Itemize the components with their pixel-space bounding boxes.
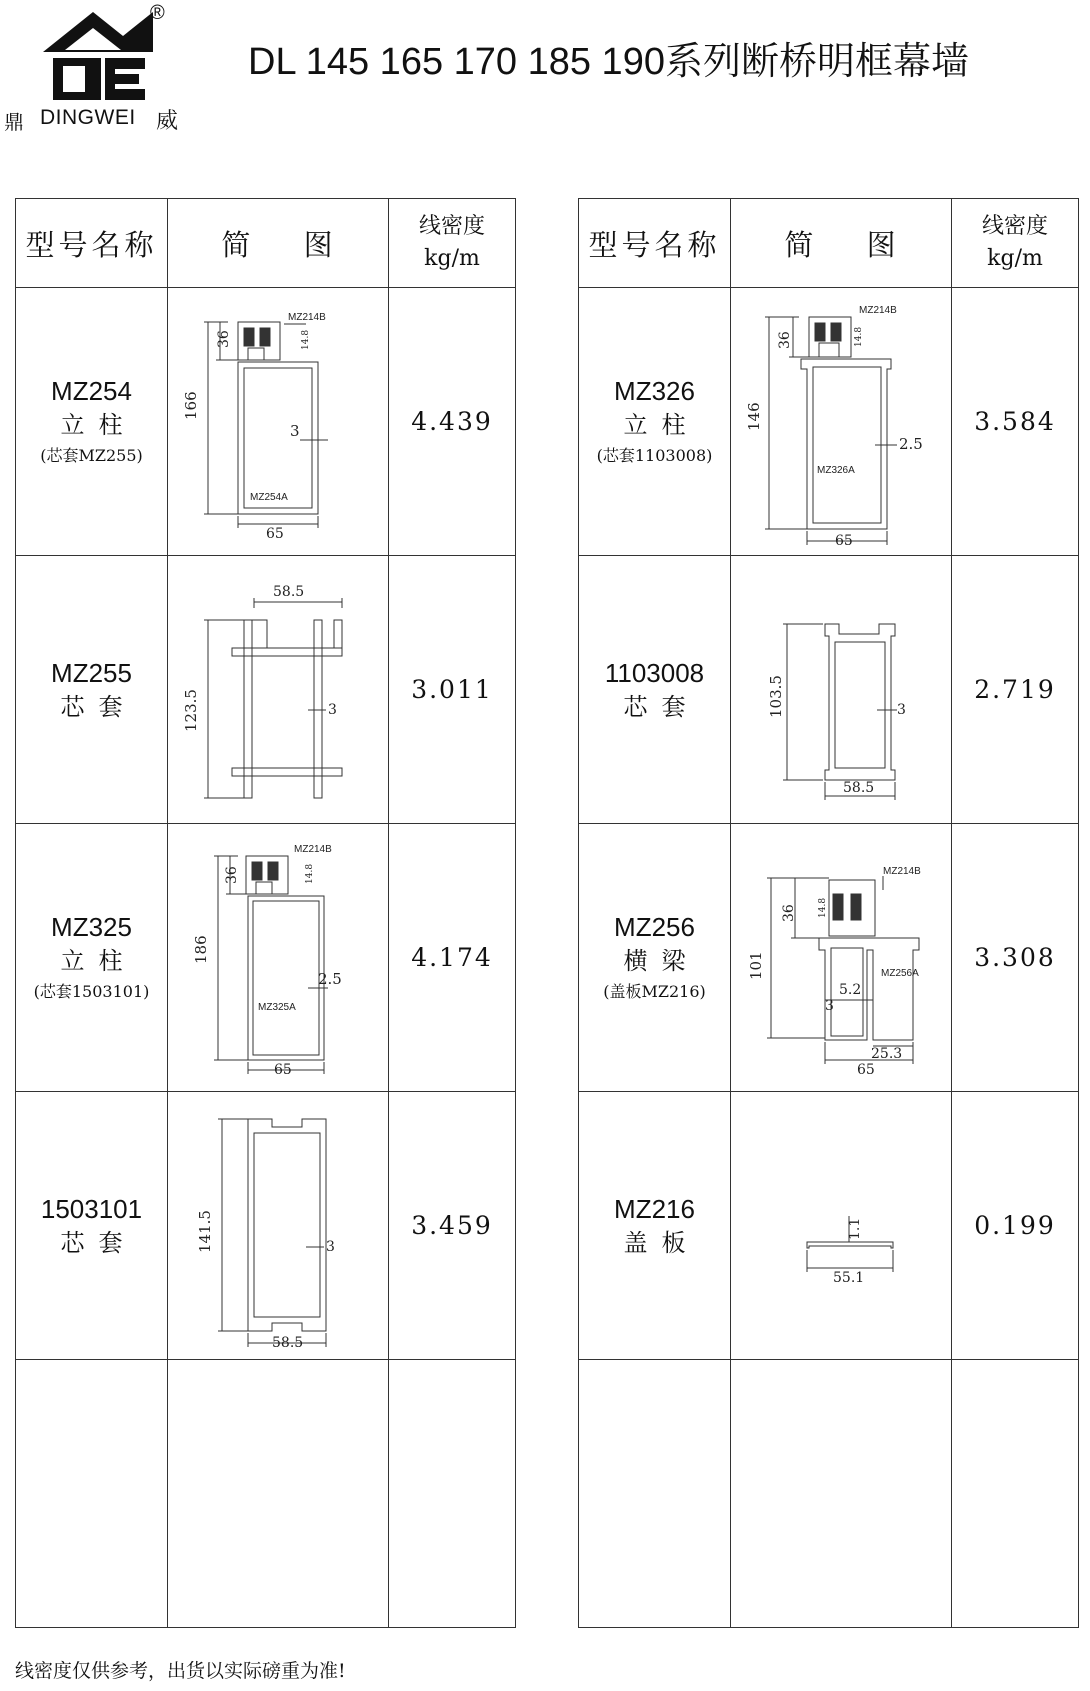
table-row xyxy=(579,288,1079,556)
part-label-main: MZ256A xyxy=(881,967,919,979)
density-header-unit: kg/m xyxy=(987,246,1043,271)
table-row xyxy=(16,824,516,1092)
figure-cell xyxy=(731,824,952,1092)
name-cell xyxy=(16,1092,168,1360)
empty-cell xyxy=(16,1360,168,1628)
name-cell xyxy=(16,288,168,556)
profile-note: (盖板MZ216) xyxy=(603,981,706,1001)
profile-drawing xyxy=(178,570,378,810)
profile-code: MZ255 xyxy=(51,657,132,688)
density-cell: 4.174 xyxy=(389,824,516,1092)
profile-code: MZ326 xyxy=(614,375,695,406)
dim-gap: 14.8 xyxy=(854,326,864,347)
table-row xyxy=(579,556,1079,824)
name-cell xyxy=(579,556,731,824)
dim-height: 146 xyxy=(745,401,763,431)
dim-width: 55.1 xyxy=(833,1269,865,1286)
figure-cell xyxy=(731,556,952,824)
dim-width: 58.5 xyxy=(273,583,305,600)
profile-table-left xyxy=(15,198,516,1628)
dim-width: 65 xyxy=(266,525,284,542)
part-label-top: MZ214B xyxy=(294,843,332,855)
dim-height: 103.5 xyxy=(767,674,785,718)
dim-d2: 3 xyxy=(825,997,834,1014)
density-cell: 3.459 xyxy=(389,1092,516,1360)
brand-name: DINGWEI xyxy=(40,106,136,129)
density-cell: 3.584 xyxy=(952,288,1079,556)
profile-type: 芯套 xyxy=(623,692,700,721)
empty-cell xyxy=(952,1360,1079,1628)
name-cell xyxy=(579,288,731,556)
figure-cell xyxy=(168,1092,389,1360)
dim-wall: 2.5 xyxy=(899,434,923,453)
page-title: DL 145 165 170 185 190系列断桥明框幕墙 xyxy=(248,41,969,83)
dim-width: 65 xyxy=(835,532,853,547)
dim-gap: 14.8 xyxy=(818,897,828,918)
profile-drawing xyxy=(178,302,378,542)
dim-wall: 2.5 xyxy=(318,969,342,988)
part-label-top: MZ214B xyxy=(883,865,921,877)
profile-type: 立柱 xyxy=(623,410,700,439)
dim-height: 101 xyxy=(747,950,765,980)
brand-char-right: 威 xyxy=(156,109,179,134)
table-row xyxy=(579,824,1079,1092)
profile-code: 1503101 xyxy=(40,1193,143,1224)
table-row xyxy=(579,1092,1079,1360)
figure-cell xyxy=(731,288,952,556)
profile-code: MZ254 xyxy=(51,375,132,406)
density-cell: 4.439 xyxy=(389,288,516,556)
part-label-main: MZ326A xyxy=(817,464,855,476)
part-label-top: MZ214B xyxy=(288,311,326,323)
profile-note: (芯套MZ255) xyxy=(40,445,143,465)
empty-cell xyxy=(579,1360,731,1628)
table-header-row xyxy=(16,199,516,288)
empty-row xyxy=(16,1360,516,1628)
profile-code: MZ325 xyxy=(51,911,132,942)
dim-top: 36 xyxy=(224,865,240,884)
empty-cell xyxy=(389,1360,516,1628)
profile-drawing xyxy=(178,838,378,1078)
density-cell: 3.011 xyxy=(389,556,516,824)
profile-code: MZ256 xyxy=(614,911,695,942)
profile-drawing xyxy=(741,838,941,1078)
profile-type: 芯套 xyxy=(60,1228,137,1257)
profile-type: 立柱 xyxy=(60,946,137,975)
col-header-name: 型号名称 xyxy=(579,199,731,288)
dim-wall: 3 xyxy=(328,701,337,718)
page-header xyxy=(0,0,1090,150)
table-row xyxy=(16,1092,516,1360)
density-header-unit: kg/m xyxy=(424,246,480,271)
col-header-figure: 简 图 xyxy=(731,199,952,288)
table-header-row xyxy=(579,199,1079,288)
profile-drawing xyxy=(741,570,941,810)
profile-code: MZ216 xyxy=(614,1193,695,1224)
footnote: 线密度仅供参考，出货以实际磅重为准! xyxy=(15,1660,346,1682)
figure-cell xyxy=(731,1092,952,1360)
col-header-density xyxy=(952,199,1079,288)
col-header-name: 型号名称 xyxy=(16,199,168,288)
profile-note: (芯套1103008) xyxy=(596,445,713,465)
profile-drawing xyxy=(178,1101,378,1351)
dim-height: 141.5 xyxy=(196,1209,214,1253)
profile-type: 盖板 xyxy=(623,1228,700,1257)
density-cell: 0.199 xyxy=(952,1092,1079,1360)
table-row xyxy=(16,556,516,824)
dim-d1: 5.2 xyxy=(839,981,862,998)
density-header-label: 线密度 xyxy=(981,214,1048,239)
dim-height: 186 xyxy=(192,934,210,964)
dim-width: 58.5 xyxy=(843,779,875,796)
profile-note: (芯套1503101) xyxy=(33,981,150,1001)
profile-type: 横梁 xyxy=(623,946,700,975)
name-cell xyxy=(579,1092,731,1360)
figure-cell xyxy=(168,824,389,1092)
part-label-top: MZ214B xyxy=(859,304,897,316)
name-cell xyxy=(16,824,168,1092)
profile-type: 立柱 xyxy=(60,410,137,439)
dim-gap: 14.8 xyxy=(301,329,311,350)
density-cell: 3.308 xyxy=(952,824,1079,1092)
empty-cell xyxy=(731,1360,952,1628)
part-label-main: MZ325A xyxy=(258,1001,296,1013)
density-cell: 2.719 xyxy=(952,556,1079,824)
figure-cell xyxy=(168,288,389,556)
brand-char-left: 鼎 xyxy=(4,110,24,134)
empty-cell xyxy=(168,1360,389,1628)
profile-drawing xyxy=(741,297,941,547)
dim-top: 36 xyxy=(777,330,793,349)
dim-width: 58.5 xyxy=(272,1334,304,1351)
name-cell xyxy=(16,556,168,824)
dim-wall: 3 xyxy=(326,1238,335,1255)
profile-drawing xyxy=(741,1106,941,1346)
col-header-density xyxy=(389,199,516,288)
dim-wall: 3 xyxy=(290,421,300,440)
figure-cell xyxy=(168,556,389,824)
profile-table-right xyxy=(578,198,1079,1628)
dim-height: 166 xyxy=(182,390,200,420)
dim-width: 65 xyxy=(857,1061,875,1078)
empty-row xyxy=(579,1360,1079,1628)
dim-width: 65 xyxy=(274,1061,292,1078)
profile-code: 1103008 xyxy=(604,657,705,688)
table-row xyxy=(16,288,516,556)
dim-thick: 1.1 xyxy=(847,1217,863,1240)
dim-top: 36 xyxy=(781,903,797,922)
profile-type: 芯套 xyxy=(60,692,137,721)
name-cell xyxy=(579,824,731,1092)
dim-inner: 25.3 xyxy=(871,1045,903,1062)
col-header-figure: 简 图 xyxy=(168,199,389,288)
dim-top: 36 xyxy=(216,329,232,348)
dim-wall: 3 xyxy=(897,701,906,718)
dim-height: 123.5 xyxy=(182,688,200,732)
part-label-main: MZ254A xyxy=(250,491,288,503)
registered-mark: ® xyxy=(150,2,165,24)
density-header-label: 线密度 xyxy=(418,214,485,239)
dim-gap: 14.8 xyxy=(305,863,315,884)
